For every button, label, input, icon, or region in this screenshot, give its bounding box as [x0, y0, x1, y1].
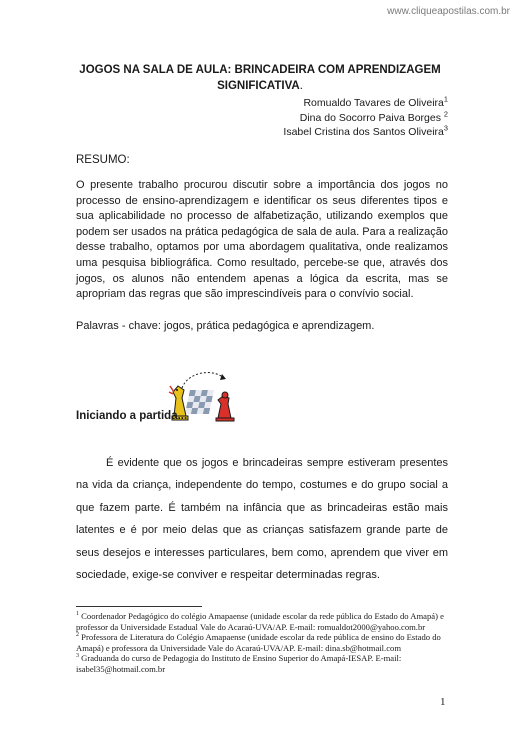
title-line-2 — [60, 78, 460, 94]
author-2 — [283, 111, 448, 126]
document-title — [60, 62, 460, 94]
footnote-1 — [76, 611, 456, 632]
section-heading: Iniciando a partida... — [76, 410, 188, 422]
footnote-number: 3 — [76, 653, 80, 660]
author-name: Dina do Socorro Paiva Borges — [299, 111, 441, 124]
author-name: Romualdo Tavares de Oliveira — [303, 97, 444, 109]
footnote-2 — [76, 632, 456, 653]
footnote-ref: 2 — [443, 109, 448, 118]
intro-paragraph: É evidente que os jogos e brincadeiras sempre estiveram presentes na vida da criança, independente do tempo, costumes e do grupo social a que fazem parte. É também na infância que as brincadeiras estão mais latentes e é por meio delas que as crianças satisfazem grande parte de seus desejos e interesses particulares, bem como, aprendem que viver em sociedade, exige-se conviver e respeitar determinadas regras. — [76, 457, 448, 582]
page-number: 1 — [440, 696, 446, 708]
keywords-line: Palavras - chave: jogos, prática pedagógica e aprendizagem. — [76, 320, 375, 332]
author-1 — [283, 96, 448, 111]
author-3 — [283, 125, 448, 140]
footnote-ref: 1 — [443, 94, 448, 104]
footnote-number: 2 — [76, 632, 80, 639]
footnote-separator — [76, 606, 202, 607]
title-line-2-text: SIGNIFICATIVA — [217, 80, 300, 92]
title-line-1: JOGOS NA SALA DE AULA: BRINCADEIRA COM APRENDIZAGEM — [79, 64, 441, 76]
site-watermark: www.cliqueapostilas.com.br — [387, 6, 510, 17]
author-name: Isabel Cristina dos Santos Oliveira — [283, 126, 444, 138]
footnote-3 — [76, 653, 456, 674]
abstract-heading: RESUMO: — [76, 154, 130, 166]
footnote-text: Graduanda do curso de Pedagogia do Instituto de Ensino Superior do Amapá-IESAP. E-mail: isabel35@hotmail.com.br — [76, 653, 402, 674]
footnote-text: Coordenador Pedagógico do colégio Amapaense (unidade escolar da rede pública do Estado do Amapá) e professor da Universidade Estadual Vale do Acaraú-UVA/AP. E-mail: romualdot2000@yahoo.com.br — [76, 611, 444, 632]
footnote-number: 1 — [76, 611, 80, 618]
footnote-text: Professora de Literatura do Colégio Amapaense (unidade escolar da rede pública de ensino do Estado do Amapá) e professora da Universidade Vale do Acaraú-UVA/AP. E-mail: dina.sb@hotmail.com — [76, 632, 441, 653]
author-list — [283, 96, 448, 140]
title-end-dot: . — [299, 80, 303, 92]
footnote-ref: 3 — [443, 123, 448, 133]
footnotes — [76, 611, 456, 675]
abstract-text: O presente trabalho procurou discutir sobre a importância dos jogos no processo de ensino-aprendizagem e identificar os seus diferentes tipos e sua aplicabilidade no processo de alfabetização, utilizando exemplos que podem ser usados na prática pedagógica de sala de aula. Para a realização desse trabalho, optamos por uma abordagem qualitativa, onde realizamos uma pesquisa bibliográfica. Como resultado, percebe-se que, através dos jogos, os alunos não entendem apenas a lógica da escrita, mas se apropriam das regras que são imprescindíveis para o convívio social. — [76, 179, 448, 301]
